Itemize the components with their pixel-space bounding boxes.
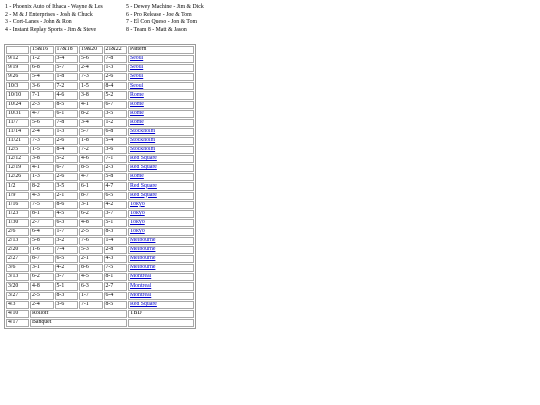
match-lanes-21-22: 6-8 [104, 128, 128, 136]
match-lanes-15-16: 2-4 [30, 128, 54, 136]
match-lanes-17-18: 3-5 [55, 182, 79, 190]
match-lanes-21-22: 4-2 [104, 201, 128, 209]
match-lanes-21-22: 4-7 [104, 182, 128, 190]
table-row [6, 173, 194, 181]
match-lanes-19-20: 4-8 [79, 219, 103, 227]
header-pattern: Pattern [128, 46, 194, 54]
match-lanes-19-20: 8-5 [79, 164, 103, 172]
table-row [6, 210, 194, 218]
match-lanes-17-18: 8-3 [55, 292, 79, 300]
week-date: 12/19 [6, 164, 29, 172]
match-lanes-21-22: 5-4 [104, 137, 128, 145]
pattern-link[interactable]: Montreal [130, 273, 152, 280]
match-lanes-17-18: 5-2 [55, 155, 79, 163]
week-date: 11/21 [6, 137, 29, 145]
pattern-cell [128, 264, 194, 272]
match-lanes-21-22: 5-8 [104, 173, 128, 181]
pattern-cell [128, 228, 194, 236]
pattern-link[interactable]: Stockholm [130, 127, 156, 134]
pattern-cell [128, 137, 194, 145]
pattern-link[interactable]: Rome [130, 173, 144, 180]
team-3: 3 - Cort-Lanes - John & Ron [5, 19, 72, 25]
match-lanes-19-20: 4-5 [79, 273, 103, 281]
match-lanes-19-20: 1-7 [79, 292, 103, 300]
pattern-cell [128, 201, 194, 209]
team-list [5, 5, 245, 35]
pattern-link[interactable]: Seoul [130, 64, 144, 71]
match-lanes-19-20: 8-7 [79, 192, 103, 200]
match-lanes-15-16: 2-4 [30, 301, 54, 309]
week-date: 10/3 [6, 82, 29, 90]
team-5: 5 - Dewey Machine - Jim & Dick [126, 4, 204, 10]
pattern-link[interactable]: Rome [130, 118, 144, 125]
table-row [6, 192, 194, 200]
pattern-link[interactable]: Tokyo [130, 228, 145, 235]
table-row [6, 273, 194, 281]
header-date [6, 46, 29, 54]
week-date: 1/2 [6, 182, 29, 190]
table-row [6, 255, 194, 263]
pattern-cell [128, 164, 194, 172]
week-date: 1/16 [6, 201, 29, 209]
week-date: 3/13 [6, 273, 29, 281]
match-lanes-15-16: 2-5 [30, 292, 54, 300]
pattern-cell [128, 82, 194, 90]
pattern-link[interactable]: Melbourne [130, 255, 156, 262]
pattern-cell [128, 301, 194, 309]
table-row [6, 64, 194, 72]
table-row [6, 110, 194, 118]
pattern-cell [128, 182, 194, 190]
table-row [6, 219, 194, 227]
match-lanes-19-20: 2-4 [79, 64, 103, 72]
header-lanes-15-16: 15&16 [30, 46, 54, 54]
match-lanes-17-18: 2-1 [55, 192, 79, 200]
header-lanes-17-18: 17&18 [55, 46, 79, 54]
pattern-link[interactable]: Montreal [130, 291, 152, 298]
table-row [6, 119, 194, 127]
match-lanes-15-16: 7-5 [30, 201, 54, 209]
match-lanes-19-20: 2-1 [79, 255, 103, 263]
table-row [6, 164, 194, 172]
pattern-cell [128, 246, 194, 254]
match-lanes-17-18: 7-2 [55, 82, 79, 90]
pattern-cell [128, 119, 194, 127]
pattern-cell [128, 255, 194, 263]
week-date: 10/31 [6, 110, 29, 118]
pattern-link[interactable]: Tokyo [130, 200, 145, 207]
pattern-link[interactable]: Tokyo [130, 209, 145, 216]
match-lanes-19-20: 3-4 [79, 119, 103, 127]
match-lanes-17-18: 3-2 [55, 237, 79, 245]
pattern-link[interactable]: Red Square [130, 182, 157, 189]
week-date: 2/27 [6, 255, 29, 263]
pattern-cell [128, 273, 194, 281]
table-row [6, 128, 194, 136]
table-row [6, 101, 194, 109]
table-row [6, 137, 194, 145]
match-lanes-15-16: 1-6 [30, 246, 54, 254]
match-lanes-21-22: 2-7 [104, 282, 128, 290]
match-lanes-15-16: 6-2 [30, 273, 54, 281]
match-lanes-21-22: 6-7 [104, 101, 128, 109]
team-7: 7 - El Con Queso - Jon & Tom [126, 19, 197, 25]
team-4: 4 - Instant Replay Sports - Jim & Steve [5, 26, 97, 33]
match-lanes-17-18: 2-6 [55, 137, 79, 145]
pattern-link[interactable]: Melbourne [130, 264, 156, 271]
match-lanes-15-16: 1-2 [30, 55, 54, 63]
match-lanes-21-22: 2-3 [104, 164, 128, 172]
match-lanes-15-16: 4-8 [30, 282, 54, 290]
table-row [6, 282, 194, 290]
rolloff-pattern: TBD [128, 310, 194, 318]
match-lanes-15-16: 8-2 [30, 182, 54, 190]
match-lanes-17-18: 4-2 [55, 264, 79, 272]
match-lanes-17-18: 1-7 [55, 228, 79, 236]
match-lanes-21-22: 5-1 [104, 219, 128, 227]
match-lanes-21-22: 8-1 [104, 273, 128, 281]
week-date: 9/26 [6, 73, 29, 81]
week-date: 1/30 [6, 219, 29, 227]
pattern-cell [128, 219, 194, 227]
week-date: 2/6 [6, 228, 29, 236]
pattern-cell [128, 282, 194, 290]
match-lanes-21-22: 7-5 [104, 264, 128, 272]
match-lanes-15-16: 1-5 [30, 146, 54, 154]
match-lanes-21-22: 7-1 [104, 155, 128, 163]
match-lanes-19-20: 7-6 [79, 237, 103, 245]
match-lanes-15-16: 4-7 [30, 110, 54, 118]
match-lanes-21-22: 2-6 [104, 73, 128, 81]
pattern-cell [128, 55, 194, 63]
week-date: 9/19 [6, 64, 29, 72]
match-lanes-21-22: 7-8 [104, 55, 128, 63]
match-lanes-15-16: 4-1 [30, 164, 54, 172]
week-date: 1/9 [6, 192, 29, 200]
week-date: 3/6 [6, 264, 29, 272]
match-lanes-17-18: 3-4 [55, 55, 79, 63]
week-date: 2/13 [6, 237, 29, 245]
match-lanes-19-20: 2-5 [79, 228, 103, 236]
pattern-link[interactable]: Montreal [130, 282, 152, 289]
pattern-cell [128, 237, 194, 245]
match-lanes-15-16: 4-3 [30, 192, 54, 200]
pattern-link[interactable]: Stockholm [130, 146, 156, 153]
week-date: 2/20 [6, 246, 29, 254]
table-row [6, 91, 194, 99]
pattern-link[interactable]: Red Square [130, 155, 157, 162]
schedule-table [4, 44, 196, 329]
pattern-cell [128, 128, 194, 136]
table-row [6, 82, 194, 90]
week-date: 12/5 [6, 146, 29, 154]
pattern-cell [128, 146, 194, 154]
week-date: 1/23 [6, 210, 29, 218]
pattern-link[interactable]: Stockholm [130, 137, 156, 144]
match-lanes-15-16: 3-8 [30, 155, 54, 163]
pattern-link[interactable]: Melbourne [130, 237, 156, 244]
match-lanes-21-22: 3-7 [104, 210, 128, 218]
header-row [6, 46, 194, 54]
table-row [6, 146, 194, 154]
table-row [6, 155, 194, 163]
match-lanes-19-20: 6-3 [79, 282, 103, 290]
pattern-link[interactable]: Red Square [130, 300, 157, 307]
rolloff-date: 4/10 [6, 310, 29, 318]
match-lanes-19-20: 7-2 [79, 146, 103, 154]
match-lanes-15-16: 5-4 [30, 73, 54, 81]
week-date: 11/14 [6, 128, 29, 136]
team-6: 6 - Pro Release - Joe & Tom [126, 11, 192, 18]
match-lanes-21-22: 8-5 [104, 301, 128, 309]
match-lanes-15-16: 1-3 [30, 173, 54, 181]
match-lanes-15-16: 7-3 [30, 137, 54, 145]
pattern-link[interactable]: Seoul [130, 55, 144, 62]
match-lanes-17-18: 7-4 [55, 246, 79, 254]
match-lanes-19-20: 5-3 [79, 246, 103, 254]
match-lanes-21-22: 1-3 [104, 64, 128, 72]
match-lanes-17-18: 6-3 [55, 219, 79, 227]
rolloff-label: Rolloff [30, 310, 127, 318]
pattern-link[interactable]: Rome [130, 109, 144, 116]
table-row [6, 55, 194, 63]
match-lanes-21-22: 1-2 [104, 119, 128, 127]
match-lanes-15-16: 5-8 [30, 237, 54, 245]
match-lanes-21-22: 2-8 [104, 246, 128, 254]
team-2: 2 - M & J Enterprises - Josh & Chuck [5, 11, 93, 18]
team-8: 8 - Team 8 - Matt & Jason [126, 26, 187, 33]
match-lanes-17-18: 3-7 [55, 273, 79, 281]
match-lanes-17-18: 6-1 [55, 110, 79, 118]
match-lanes-19-20: 6-1 [79, 182, 103, 190]
match-lanes-21-22: 4-3 [104, 255, 128, 263]
week-date: 10/24 [6, 101, 29, 109]
match-lanes-21-22: 6-4 [104, 292, 128, 300]
match-lanes-17-18: 8-4 [55, 146, 79, 154]
pattern-cell [128, 73, 194, 81]
match-lanes-17-18: 6-7 [55, 164, 79, 172]
pattern-link[interactable]: Rome [130, 91, 144, 98]
pattern-cell [128, 64, 194, 72]
match-lanes-15-16: 3-1 [30, 264, 54, 272]
header-lanes-19-20: 19&20 [79, 46, 103, 54]
match-lanes-21-22: 5-2 [104, 91, 128, 99]
week-date: 12/12 [6, 155, 29, 163]
pattern-cell [128, 155, 194, 163]
pattern-link[interactable]: Rome [130, 100, 144, 107]
match-lanes-17-18: 1-3 [55, 128, 79, 136]
match-lanes-19-20: 3-1 [79, 201, 103, 209]
match-lanes-15-16: 5-6 [30, 119, 54, 127]
week-date: 11/7 [6, 119, 29, 127]
match-lanes-17-18: 4-5 [55, 210, 79, 218]
match-lanes-15-16: 3-6 [30, 82, 54, 90]
match-lanes-21-22: 3-5 [104, 110, 128, 118]
pattern-link[interactable]: Seoul [130, 82, 144, 89]
week-date: 3/27 [6, 292, 29, 300]
rolloff-row [6, 310, 194, 318]
week-date: 10/10 [6, 91, 29, 99]
table-row [6, 237, 194, 245]
match-lanes-19-20: 4-7 [79, 173, 103, 181]
match-lanes-15-16: 8-1 [30, 210, 54, 218]
match-lanes-19-20: 1-5 [79, 82, 103, 90]
match-lanes-17-18: 4-6 [55, 91, 79, 99]
match-lanes-17-18: 2-6 [55, 173, 79, 181]
pattern-cell [128, 292, 194, 300]
match-lanes-17-18: 1-8 [55, 73, 79, 81]
banquet-label: Banquet [30, 319, 127, 327]
table-row [6, 228, 194, 236]
table-row [6, 182, 194, 190]
match-lanes-19-20: 1-8 [79, 137, 103, 145]
pattern-link[interactable]: Red Square [130, 164, 157, 171]
pattern-link[interactable]: Melbourne [130, 246, 156, 253]
pattern-cell [128, 110, 194, 118]
pattern-cell [128, 91, 194, 99]
match-lanes-21-22: 8-3 [104, 228, 128, 236]
pattern-cell [128, 192, 194, 200]
pattern-cell [128, 173, 194, 181]
pattern-link[interactable]: Seoul [130, 73, 144, 80]
header-lanes-21-22: 21&22 [104, 46, 128, 54]
match-lanes-19-20: 8-6 [79, 264, 103, 272]
match-lanes-15-16: 2-3 [30, 101, 54, 109]
banquet-date: 4/17 [6, 319, 29, 327]
table-row [6, 246, 194, 254]
banquet-pattern-empty [128, 319, 194, 327]
match-lanes-21-22: 3-6 [104, 146, 128, 154]
week-date: 4/3 [6, 301, 29, 309]
match-lanes-21-22: 1-4 [104, 237, 128, 245]
match-lanes-19-20: 7-1 [79, 301, 103, 309]
match-lanes-19-20: 5-6 [79, 55, 103, 63]
team-1: 1 - Phoenix Auto of Ithaca - Wayne & Les [5, 4, 103, 10]
week-date: 3/20 [6, 282, 29, 290]
match-lanes-19-20: 4-6 [79, 155, 103, 163]
table-row [6, 292, 194, 300]
pattern-cell [128, 210, 194, 218]
match-lanes-17-18: 5-1 [55, 282, 79, 290]
match-lanes-19-20: 3-8 [79, 91, 103, 99]
table-row [6, 301, 194, 309]
match-lanes-21-22: 8-4 [104, 82, 128, 90]
match-lanes-17-18: 8-6 [55, 201, 79, 209]
table-row [6, 264, 194, 272]
match-lanes-15-16: 6-4 [30, 228, 54, 236]
table-row [6, 201, 194, 209]
match-lanes-19-20: 7-3 [79, 73, 103, 81]
match-lanes-19-20: 6-2 [79, 210, 103, 218]
match-lanes-17-18: 7-8 [55, 119, 79, 127]
pattern-link[interactable]: Red Square [130, 191, 157, 198]
match-lanes-21-22: 6-5 [104, 192, 128, 200]
match-lanes-17-18: 3-6 [55, 301, 79, 309]
week-date: 12/26 [6, 173, 29, 181]
match-lanes-17-18: 8-5 [55, 101, 79, 109]
banquet-row [6, 319, 194, 327]
match-lanes-17-18: 6-5 [55, 255, 79, 263]
match-lanes-17-18: 5-7 [55, 64, 79, 72]
table-row [6, 73, 194, 81]
match-lanes-15-16: 8-7 [30, 255, 54, 263]
match-lanes-15-16: 7-1 [30, 91, 54, 99]
pattern-cell [128, 101, 194, 109]
match-lanes-15-16: 2-7 [30, 219, 54, 227]
match-lanes-19-20: 5-7 [79, 128, 103, 136]
pattern-link[interactable]: Tokyo [130, 218, 145, 225]
match-lanes-19-20: 4-1 [79, 101, 103, 109]
week-date: 9/12 [6, 55, 29, 63]
match-lanes-15-16: 6-8 [30, 64, 54, 72]
match-lanes-19-20: 8-2 [79, 110, 103, 118]
